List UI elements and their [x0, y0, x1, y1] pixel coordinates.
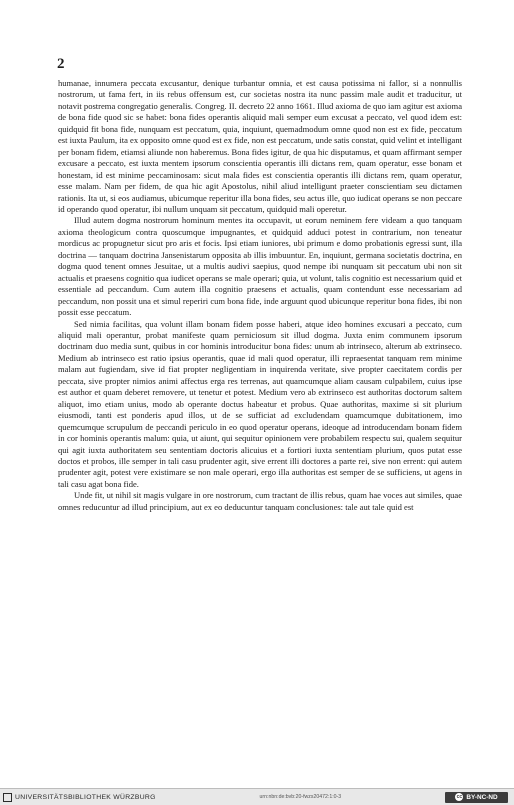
page-number: 2 [57, 56, 65, 72]
text-block [58, 78, 462, 513]
library-logo-text: UNIVERSITÄTSBIBLIOTHEK WÜRZBURG [15, 793, 156, 801]
paragraph: Illud autem dogma nostrorum hominum mentes ita occupavit, ut eorum neminem fere videam a quo tanquam axioma theologicum contra quoscumque impugnantes, et quidquid adduci potest in contrarium, non teneatur mordicus ac propugnetur sicut pro aris et focis. Ipsi etiam iuniores, ubi primum e domo probationis egressi sunt, illa doctrina — tanquam doctrina Jansenistarum opposita ab illis imbuuntur. En, inquiunt, germana societatis doctrina, en dogma quod tenent omnes Jesuitae, ut a multis audivi saepius, quod nempe ibi nunquam sit peccatum ubi non sit actualis et praesens cognitio qua iudicet operans se male operari; quia, ut volunt, talis cognitio est necessarium quid et essentiale ad peccandum. Cum autem illa cognitio praesens et actualis, quam contendunt esse necessariam ad peccandum, non possit una et simul reperiri cum bona fide, inde arguunt quod ubicunque reperitur bona fides, ibi non possit esse peccatum. [58, 215, 462, 318]
library-logo [3, 793, 156, 802]
creative-commons-icon: cc [456, 794, 463, 800]
footer-bar [0, 788, 514, 805]
paragraph: humanae, innumera peccata excusantur, denique turbantur omnia, et est causa potissima ni fallor, si a nonnullis nostrorum, ut fama fert, in iis rebus offensum est, cur societas nostra ita nunc passim male audit et traducitur, ut notavit postrema congregatio generalis. Congreg. II. decreto 22 anno 1661. Illud axioma de quo iam agitur est axioma de bona fide quod sic se habet: bona fides operantis aliquid mali semper eum excusat a peccato, vel quod idem est: quidquid fit bona fide, nunquam est peccatum, quia, inquiunt, quemadmodum omne quod non est ex fide, peccatum est iuxta Paulum, ita ex opposito omne quod est ex fide, non est peccatum, unde satis constat, quid velint et intelligant per bonam fidem, etiamsi aliunde non haberemus. Bona fides igitur, de qua hic disputamus, et quam affirmant semper excusare a peccato, est iuxta mentem ipsorum conscientia operantis illi dictans rem, quam operatur, esse bonam et honestam, id est minime peccaminosam: sicut mala fides est conscientia operantis illi dictans rem, quam operatur, esse malam. Nam per fidem, de qua hic agit Apostolus, nihil aliud intelligunt praeter conscientiam seu dictamen rationis. Ita ut, si eos audiamus, ubicumque reperitur illa bona fides, seu actus ille, quo iudicat operans se non peccare id operando quod operatur, ibi nullum unquam sit peccatum, quidquid mali operetur. [58, 78, 462, 214]
paragraph: Sed nimia facilitas, qua volunt illam bonam fidem posse haberi, atque ideo homines excusari a peccato, cum aliquid mali operantur, probat manifeste quam perniciosum sit illud dogma. Juxta enim communem ipsorum doctrinam duo media sunt, quibus in cor hominis introducitur bona fides: unum ab intrinseco, alterum ab extrinseco. Medium ab intrinseco est ratio ipsius operantis, quae id mali quod operatur, illi repraesentat tanquam rem minime malam aut fugiendam, sive id fiat propter negligentiam in inquirenda veritate, sive propter caecitatem cordis per peccata, sive propter nimios animi affectus erga res terrenas, aut quamcumque aliam causam culpabilem, cuius ipse est author et quam deberet removere, ut tenetur et potest. Medium vero ab extrinseco est authoritas doctorum saltem aliquot, imo etiam unius, modo ab operante doctus habeatur et probus. Quae authoritas, maxime si sit plurium eiusmodi, tanti est ponderis apud illos, ut de se sufficiat ad excludendam quamcumque dubitationem, imo quemcumque scrupulum de peccandi periculo in eo quod operatur operans, ideoque ad introducendam bonam fidem in cor hominis operantis malum: quia, ut aiunt, qui sequitur opinionem vere probabilem respectu sui, qualem sequitur qui agit iuxta authoritatem seu sententiam doctoris alicuius et a fortiori iuxta sententiam plurium, quos putat esse doctos et probos, ille semper in tali casu prudenter agit, sive errent illi doctores a parte rei, sive non errent: qui autem prudenter agit, potest vere existimare se non male operari, ergo illa authoritas est semper de se sufficiens, ut agens in tali casu agat bona fide. [58, 318, 462, 489]
license-badge[interactable] [445, 792, 508, 803]
urn-text: urn:nbn:de:bvb:20-fwzs20472:1:0-3 [259, 794, 342, 800]
paragraph: Unde fit, ut nihil sit magis vulgare in ore nostrorum, cum tractant de illis rebus, quam hae voces aut similes, quae omnes reducuntur ad illud principium, aut ex eo deducuntur tanquam conclusiones: tale aut tale quid est [58, 490, 462, 512]
license-label: BY-NC-ND [466, 793, 498, 801]
library-logo-icon [3, 793, 12, 802]
